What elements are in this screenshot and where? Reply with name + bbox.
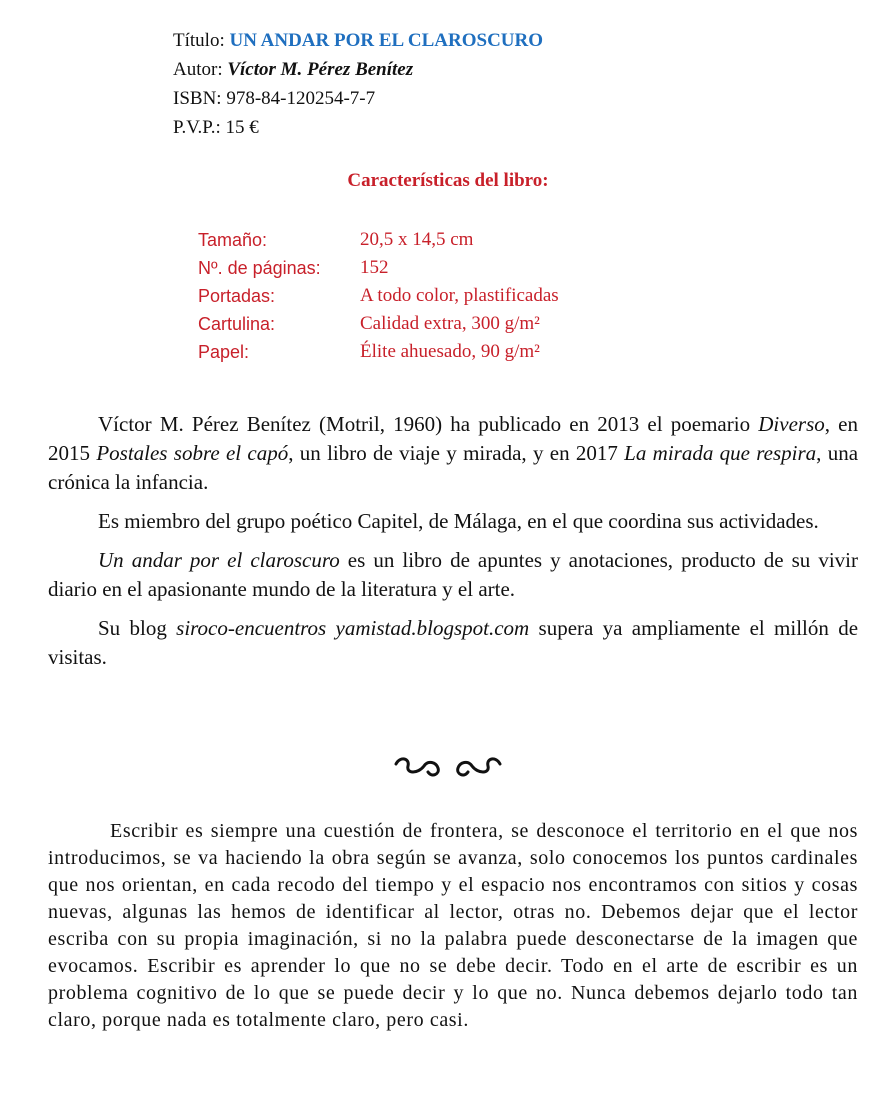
book-metadata [173,26,543,142]
spec-value: Élite ahuesado, 90 g/m² [360,341,540,362]
blog-name: siroco-encuentros yamistad.blogspot.com [176,616,530,640]
spec-value: A todo color, plastificadas [360,285,559,306]
spec-row-pages [198,254,559,282]
bio-text: supera ya ampliamente el millón de visitas. [48,616,859,669]
characteristics-list [198,226,559,366]
author-label: Autor: [173,59,228,80]
book-title-diverso: Diverso [758,412,825,436]
quote-paragraph: Escribir es siempre una cuestión de frontera, se desconoce el territorio en el que nos introducimos, se va haciendo la obra según se avanza, solo conocemos los puntos cardinales que nos orientan, en cada recodo del tiempo y el espacio nos encontramos con sitios y cosas nuevas, algunas las hemos de identificar al lector, otras no. Debemos dejar que el lector escriba con su propia imaginación, si no la palabra puede desconectarse de la imagen que evocamos. Escribir es aprender lo que no se debe decir. Todo en el arte de escribir es un problema cognitivo de lo que se puede decir y lo que no. Nunca debemos dejarlo todo tan claro, porque nada es totalmente claro, pero casi. [48,820,858,1031]
quote-block [48,818,858,1034]
bio-paragraph [48,546,858,604]
bio-text: , un libro de viaje y mirada, y en 2017 [288,441,625,465]
bio-text: , en 2015 [48,412,858,465]
bio-paragraph [48,614,858,672]
spec-label: Cartulina: [198,314,276,334]
book-title: UN ANDAR POR EL CLAROSCURO [229,30,544,51]
spec-value: 152 [360,257,389,278]
spec-row-paper [198,338,559,366]
book-title-claroscuro: Un andar por el claroscuro [98,548,340,572]
spec-label: Tamaño: [198,230,268,250]
author-bio [48,410,858,682]
book-title-postales: Postales sobre el capó [96,441,289,465]
bio-paragraph: Es miembro del grupo poético Capitel, de Málaga, en el que coordina sus actividades. [98,509,819,533]
book-title-mirada: La mirada que respira [624,441,817,465]
bio-text: es un libro de apuntes y anotaciones, producto de su vivir diario en el apasionante mundo de la literatura y el arte. [48,548,858,601]
title-label: Título: [173,30,230,51]
book-author: Víctor M. Pérez Benítez [227,59,414,80]
price: P.V.P.: 15 € [173,117,259,138]
author-row [173,55,543,84]
spec-value: 20,5 x 14,5 cm [360,229,474,250]
bio-text: , una crónica la infancia. [48,441,859,494]
flourish-icon [388,750,508,784]
spec-row-cardstock [198,310,559,338]
bio-text: Víctor M. Pérez Benítez (Motril, 1960) ha publicado en 2013 el poemario [98,412,759,436]
spec-label: Nº. de páginas: [198,258,321,278]
spec-value: Calidad extra, 300 g/m² [360,313,540,334]
spec-row-size [198,226,559,254]
ornament-divider [0,750,896,789]
bio-text: Su blog [98,616,177,640]
characteristics-heading: Características del libro: [347,170,549,191]
spec-label: Papel: [198,342,250,362]
spec-row-covers [198,282,559,310]
spec-label: Portadas: [198,286,276,306]
title-row [173,26,543,55]
bio-paragraph [48,410,858,497]
isbn: ISBN: 978-84-120254-7-7 [173,88,376,109]
